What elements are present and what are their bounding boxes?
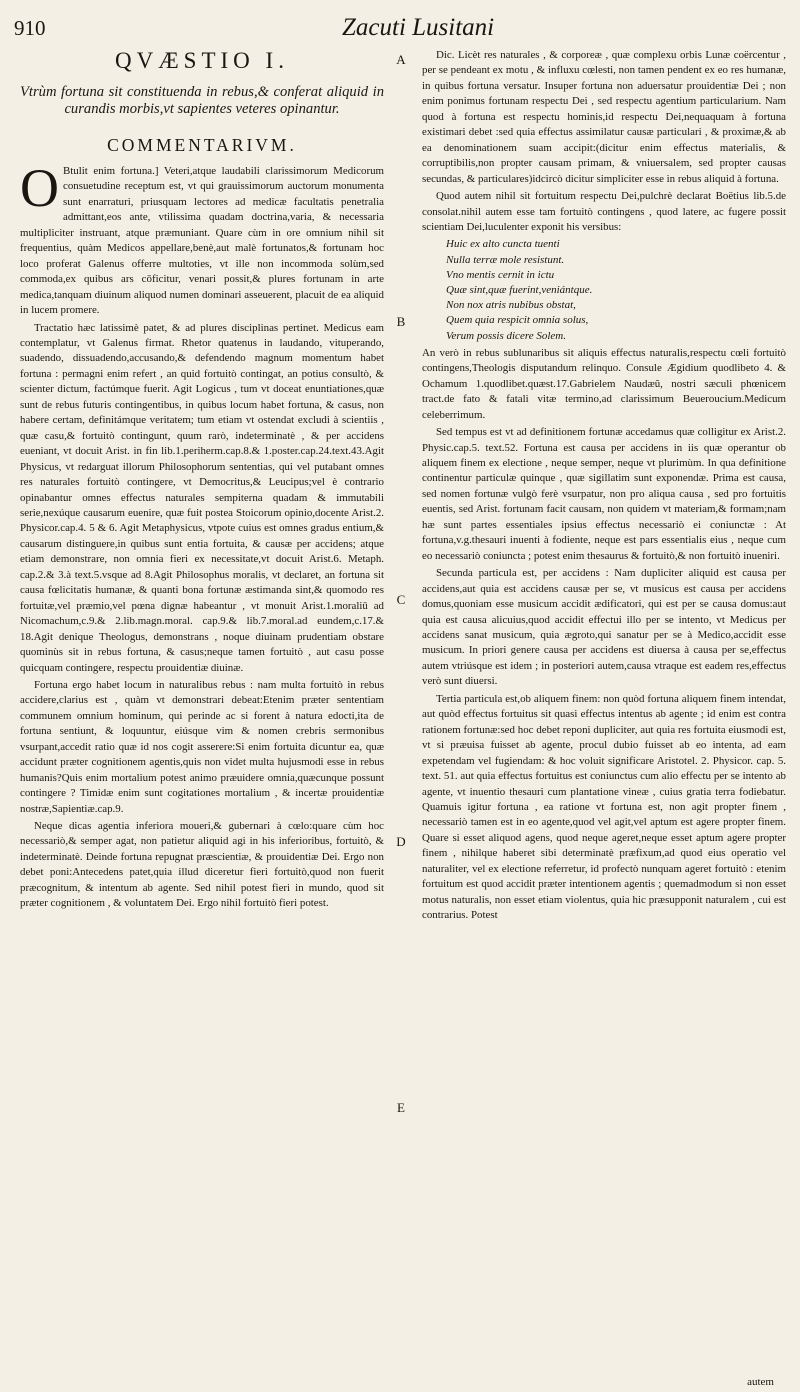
paragraph: Neque dicas agentia inferiora moueri,& gubernari à cœlo:quare cùm hoc necessariò,& semper agat, non patietur aliquid agi in his inferioribus, fortuitò, & indeterminatè. Deinde fortuna repugnat præscientiæ, & prouidentiæ Dei. Ergo non debet poni:Antecedens patet,quia illud diceretur fieri fortuitò,quod non fuerit præcognitum, & intentum ab agente. Sed nihil potest fieri in mundo, quod sit præter cognitionem , & voluntatem Dei. Ergo nihil fortuitò fieri potest.: [20, 820, 384, 910]
running-title: Zacuti Lusitani: [342, 14, 495, 41]
margin-letter-a: A: [396, 52, 406, 67]
commentarium-heading: COMMENTARIVM.: [107, 135, 297, 155]
drop-cap: O: [20, 158, 59, 218]
verse-line: Huic ex alto cuncta tuenti: [446, 238, 560, 251]
paragraph: Dic. Licèt res naturales , & corporeæ , quæ complexu orbis Lunæ coërcentur , per se pendeant ex motu , & influxu cœlesti, non tamen pendent ex eo res humanæ, in quibus fortuna versatur. Insuper fortuna non aduersatur prouidentiæ Dei ; non enim ponimus fortunam respectu Dei , sed respectu agentium particularium. Nam quod à fortuna est respectu hominis,id respectu Dei,nequaquam à fortuna existimari debet :sed quia effectus assimilatur causæ particulari , & proximæ,& ab ea denominationem suam accipit:(dicitur enim effectus materialis, & corruptibilis,non propter causam primam, & vniuersalem, sed propter causas secundas, & particulares)idcircò dicitur simpliciter esse in rebus aliquid à fortuna.: [422, 49, 786, 185]
paragraph-text: Btulit enim fortuna.] Veteri,atque laudabili clarissimorum Medicorum consuetudine receptum est, vt qui grauissimorum auctorum monumenta sunt enarraturi, priusquam lectores ad medicæ facultatis penetralia admittant,eos ante, vtilissima quadam doctrina,varia, & necessaria multipliciter instruant, atque præmuniant. Quare cùm in ore omnium nihil sit frequentius, quàm Medicos appellare,benè,aut malè fortunatos,& fortunam hoc loco proferat Galenus offerre multoties, vt ille non incommoda solùm,sed commoda,ex quibus ars cōficitur, venari possit,& plures fortunam in arte medica,tanquam diuinum aliquod numen dominari asseuerent, placuit de ea aliquid in lucem promere.: [20, 165, 384, 317]
verse-line: Quæ sint,quæ fuerint,veniántque.: [446, 284, 593, 297]
paragraph: Secunda particula est, per accidens : Nam dupliciter aliquid est causa per accidens,aut quia est accidens causæ per se, vt musicus est causa per accidens domus,quoniam esse musicum accidit ædificatori, qui est per se causa domus:aut quia est causa alicuius,quod accidit effectui illo per se intento, vt Medicus per accidens sanat musicum, quia ægroto,qui sanatur per se à Medico,accidit esse musicum. In priori genere causa per accidens est diuersa à causa per se,effectus autem vtriúsque est idem ; in posteriori autem,causa vtraque est eadem res,effectus verò sunt diuersi.: [422, 567, 786, 688]
verse-line: Verum possis dicere Solem.: [446, 329, 566, 342]
margin-letter-b: B: [396, 314, 406, 329]
catchword: autem: [747, 1376, 774, 1388]
verse-line: Quem quia respicit omnia solus,: [446, 314, 589, 327]
boethius-verse: [446, 237, 786, 343]
paragraph: Fortuna ergo habet locum in naturalibus rebus : nam multa fortuitò in rebus accidere,clarius est , quàm vt demonstrari debeat:Etenim præter sententiam communem omnium hominum, qui perinde ac si forent à natura edocti,ita de fortuna sentiunt, & loquuntur, eiúsque vim & nomen crebris sermonibus vsurpant,accedit ratio quæ id nos cogit asserere:Si enim fortuita dicuntur ea, quæ accidunt præter cognitionem agentis,quis non videt multa hujusmodi esse in rebus humanis?Quis enim mortalium potest animo præuidere omnia,quæcunque possunt contingere ? Timidæ enim sunt cogitationes mortalium , & incertæ prouidentiæ nostræ,Sapientiæ.cap.9.: [20, 678, 384, 815]
paragraph: Quod autem nihil sit fortuitum respectu Dei,pulchrè declarat Boëtius lib.5.de consolat.nihil autem esse tam fortuitò contingens , quod latere, ac fugere possit scientiam Dei,luculenter exponit his versibus:: [422, 190, 786, 233]
question-title: QVÆSTIO I.: [115, 48, 289, 73]
margin-letter-e: E: [397, 1100, 405, 1115]
margin-letter-c: C: [396, 592, 406, 607]
paragraph: Tertia particula est,ob aliquem finem: non quòd fortuna aliquem finem intendat, aut quòd effectus fortuitus sit quasi effectus intentus ab agente ; id enim est contra rationem fortunæ:sed hoc debet reponi dupliciter, aut quia res fortuita eiusmodi est, vt si præuisa fuisset ab agente, procul dubio fuisset ab eo intenta, ad eam expetendam vel fugiendam: & hoc voluit significare Aristotel. 2. Physicor. cap. 5. text. 51. aut quia effectus fortuitus est coniunctus cum alio effectu per se intento ab agente, vt inuentio thesauri cum plantatione vineæ , cuius gratia terra fodiebatur. Quamuis igitur fortuna , ea ratione vt fortuna est, non agit propter finem , necessariò tamen est in eo agente,quod vel agit,vel aptum est agere propter finem. Quare si esset aliquod agens, quod neque ageret,neque esset aptum agere propter finem , nihilque haberet sibi determinatè præfixum,ad quod eius operatio vel naturaliter, vel ex electione referretur, id profectò nunquam ageret fortuitò : etenim fortuitum est quod accidit præter intentionem agentis ; quemadmodum si non esset motus naturalis, non esset etiam violentus, quia hic præsupponit naturalem , cui est contrarius. Potest: [422, 692, 786, 922]
verse-line: Vno mentis cernit in ictu: [446, 268, 555, 281]
page-number: 910: [14, 16, 46, 40]
paragraph: Tractatio hæc latissimè patet, & ad plures disciplinas pertinet. Medicus eam contemplatur, vt Galenus firmat. Rhetor quatenus in laudando, vituperando, suadendo, dissuadendo,accusando,& defendendo magnum momentum habet fortuna : permagni enim refert , an quid fortuitò contingat, an potius consultò, & scienter dictum, factúmque fuerit. Agit Logicus , tum vt doceat enuntiationes,quæ sunt de rebus futuris contingentibus, in quibus locum habet fortuna, & casus, non habere certam, definitámque veritatem; tum etiam vt ostendat excludi à scientiis , quæ casu,& fortuitò contingunt, quum rarò, indeterminatè , & per accidens eueniant, vt docuit Arist. in fin lib.1.periherm.cap.8.& 1.poster.cap.24.text.43.Agit Physicus, vt redarguat illorum Philosophorum sententias, qui vel putabant omnes res naturales fortuitò contingere, vt Democritus,& Leucipus;vel è contrario opinabantur omnes effectus naturales sempiterna quadam & immutabili serie,nexúque causarum euenire, quæ fuit postea Stoicorum opinio,docente Arist.2. Physicor.cap.4. 5 & 6. Agit Metaphysicus, vtpote cuius est omnes gradus entium,& causarum distinguere,in quibus sunt entia fortuita, & causæ per accidens; atque etiam demonstrare, non omnia fieri ex necessitate,vt docuit Arist.6. Metaph. cap.2.& 3.à text.5.vsque ad 8.Agit Philosophus moralis, vt declaret, an fortuna sit causa fœlicitatis humanæ, & quanti bona fortunæ æstimanda sint,& quomodo res fortuitæ,vel præmio,vel pœna dignæ habeantur , vt monuit Arist.1.moraliū ad Nicomachum,c.9.& 2.lib.magn.moral. cap.9.& lib.7.moral.ad eundem,c.17.& 18.Agit denique Theologus, demonstrans , noque diuinam prudentiam obstare quominùs sit in rebus fortuna, & casus;neque tamen fortuitò , aut casu posse quicquam contingere, respectu prouidentiæ diuinæ.: [20, 321, 384, 674]
right-column: [422, 48, 786, 926]
question-subtitle: Vtrùm fortuna sit constituenda in rebus,& conferat aliquid in curandis morbis,vt sapientes veteres opinantur.: [20, 84, 384, 117]
verse-line: Non nox atris nubibus obstat,: [446, 299, 576, 312]
verse-line: Nulla terræ mole resistunt.: [446, 253, 565, 266]
paragraph: Sed tempus est vt ad definitionem fortunæ accedamus quæ colligitur ex Arist.2. Physic.cap.5. text.52. Fortuna est causa per accidens in iis quæ operantur ob aliquem finem ex electione , neque semper, neque vt plurimùm. In qua definitione continentur particulæ quinque , quæ sigillatim sunt exponendæ. Prima est causa, sed nomen fortunæ vulgò ferè vsurpatur, non pro aliqua causa , sed pro fortuitis euentis, sed Arist. fortunam facit causam, non quidem vt materiam,& formam;nam hæ sunt partes essentiales ipsius effectus necessariò ei coniunctæ : At fortuna,v.g.thesauri inuenti à fodiente, neque est pars essentialis eius , neque cum eo necessariò coniuncta ; potest enim thesaurus & fortuitò,& non fortuitò inueniri.: [422, 426, 786, 562]
margin-letter-d: D: [396, 834, 406, 849]
running-head: [14, 10, 786, 44]
paragraph: An verò in rebus sublunaribus sit aliquis effectus naturalis,respectu cœli fortuitò contingens,Theologis disputandum relinquo. Consule Ægidium quodlibeto 4. & Ochamum 1.quodlibet.quæst.17.Gabrielem Naudæũ, nostri sæculi phœnicem tract.de fato & fatali vitæ termino,ad clarissimum Beueroucium.Medicum celeberrimum.: [422, 346, 786, 421]
paragraph: [20, 158, 384, 319]
left-column: [20, 48, 384, 914]
